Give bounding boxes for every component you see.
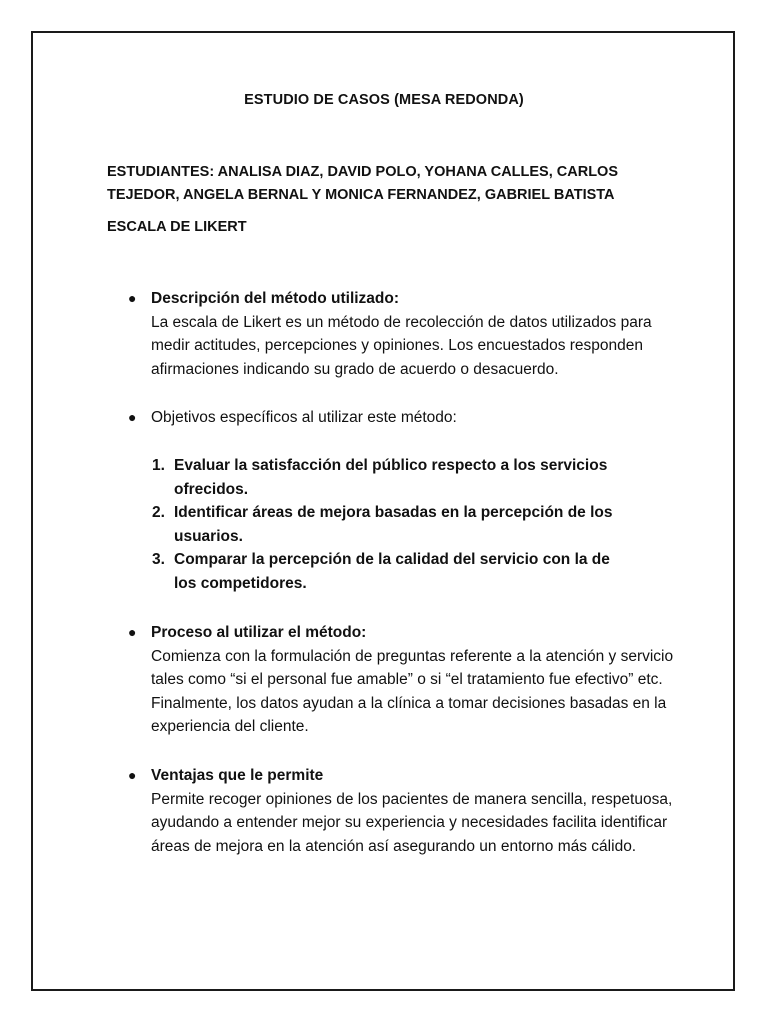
students-list: ESTUDIANTES: ANALISA DIAZ, DAVID POLO, YOHANA CALLES, CARLOS TEJEDOR, ANGELA BERNAL Y MONICA FERNANDEZ, GABRIEL BATISTA [107, 164, 619, 203]
section-title: Proceso al utilizar el método: [151, 624, 367, 641]
objectives-list [152, 454, 632, 595]
section-body: Permite recoger opiniones de los pacientes de manera sencilla, respetuosa, ayudando a entender mejor su experiencia y necesidades facilita identificar áreas de mejora en la atención así asegurando un entorno más cálido. [151, 790, 673, 855]
bullet-icon: ● [128, 409, 137, 425]
list-item [152, 454, 632, 501]
section-title: Descripción del método utilizado: [151, 290, 400, 307]
objective-text: Evaluar la satisfacción del público respecto a los servicios ofrecidos. [174, 457, 608, 498]
section-description [128, 287, 688, 381]
scale-heading: ESCALA DE LIKERT [107, 219, 247, 235]
list-number: 1. [152, 457, 165, 474]
section-advantages [128, 764, 688, 858]
list-item [152, 501, 632, 548]
section-body: La escala de Likert es un método de recolección de datos utilizados para medir actitudes, percepciones y opiniones. Los encuestados responden afirmaciones indicando su grado de acuerdo o desacuerdo. [151, 313, 652, 378]
bullet-icon: ● [128, 767, 137, 783]
objective-text: Comparar la percepción de la calidad del servicio con la de los competidores. [174, 551, 610, 592]
list-number: 3. [152, 551, 165, 568]
section-process [128, 621, 688, 739]
section-body: Comienza con la formulación de preguntas referente a la atención y servicio tales como “si el personal fue amable” o si “el tratamiento fue efectivo” etc. Finalmente, los datos ayudan a la clínica a tomar decisiones basadas en la experiencia del cliente. [151, 647, 674, 735]
section-title: Ventajas que le permite [151, 767, 324, 784]
section-title: Objetivos específicos al utilizar este método: [151, 409, 457, 426]
bullet-icon: ● [128, 290, 137, 306]
document-title: ESTUDIO DE CASOS (MESA REDONDA) [244, 92, 524, 108]
objective-text: Identificar áreas de mejora basadas en la percepción de los usuarios. [174, 504, 613, 545]
list-item [152, 548, 632, 595]
section-objectives [128, 406, 688, 430]
bullet-icon: ● [128, 624, 137, 640]
list-number: 2. [152, 504, 165, 521]
